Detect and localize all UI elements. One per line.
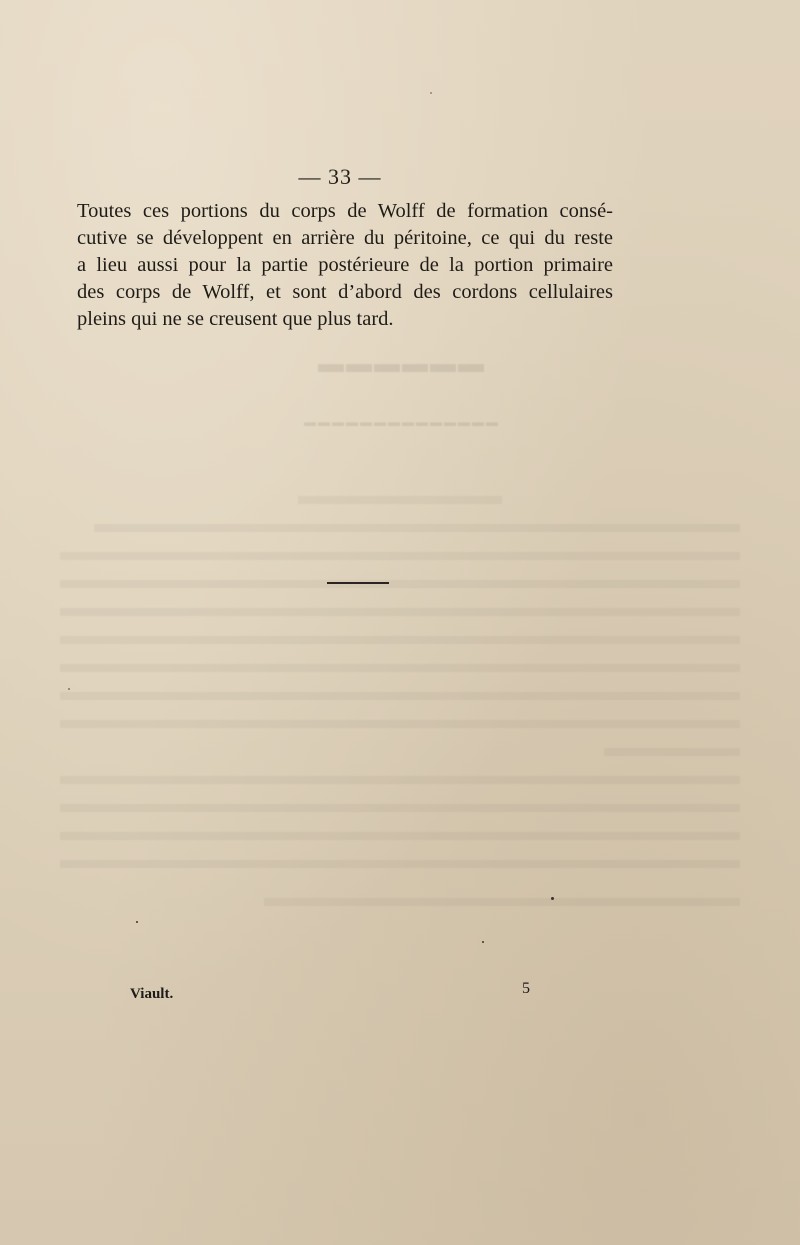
paragraph-line: des corps de Wolff, et sont d’abord des cordons cellulaires [77, 281, 613, 303]
section-end-rule [327, 582, 389, 584]
paper-speck [68, 688, 70, 690]
paragraph-line: cutive se développent en arrière du péritoine, ce qui du reste [77, 227, 613, 249]
paragraph-line: pleins qui ne se creusent que plus tard. [77, 308, 394, 330]
paper-speck [136, 921, 138, 923]
paper-speck [482, 941, 484, 943]
page-number-header: — 33 — [298, 164, 382, 189]
paragraph-line: Toutes ces portions du corps de Wolff de formation consé- [77, 200, 613, 222]
paragraph-line: a lieu aussi pour la partie postérieure de la portion primaire [77, 254, 613, 276]
show-through-bleed: ▬▬▬▬▬▬ ▬▬▬▬▬▬▬▬▬▬▬▬▬▬ [60, 330, 740, 980]
signature-number: 5 [522, 980, 530, 997]
paper-speck [430, 92, 432, 94]
printer-signature-mark: Viault. [130, 986, 174, 1002]
paper-speck [551, 897, 554, 900]
body-paragraph [77, 198, 613, 333]
